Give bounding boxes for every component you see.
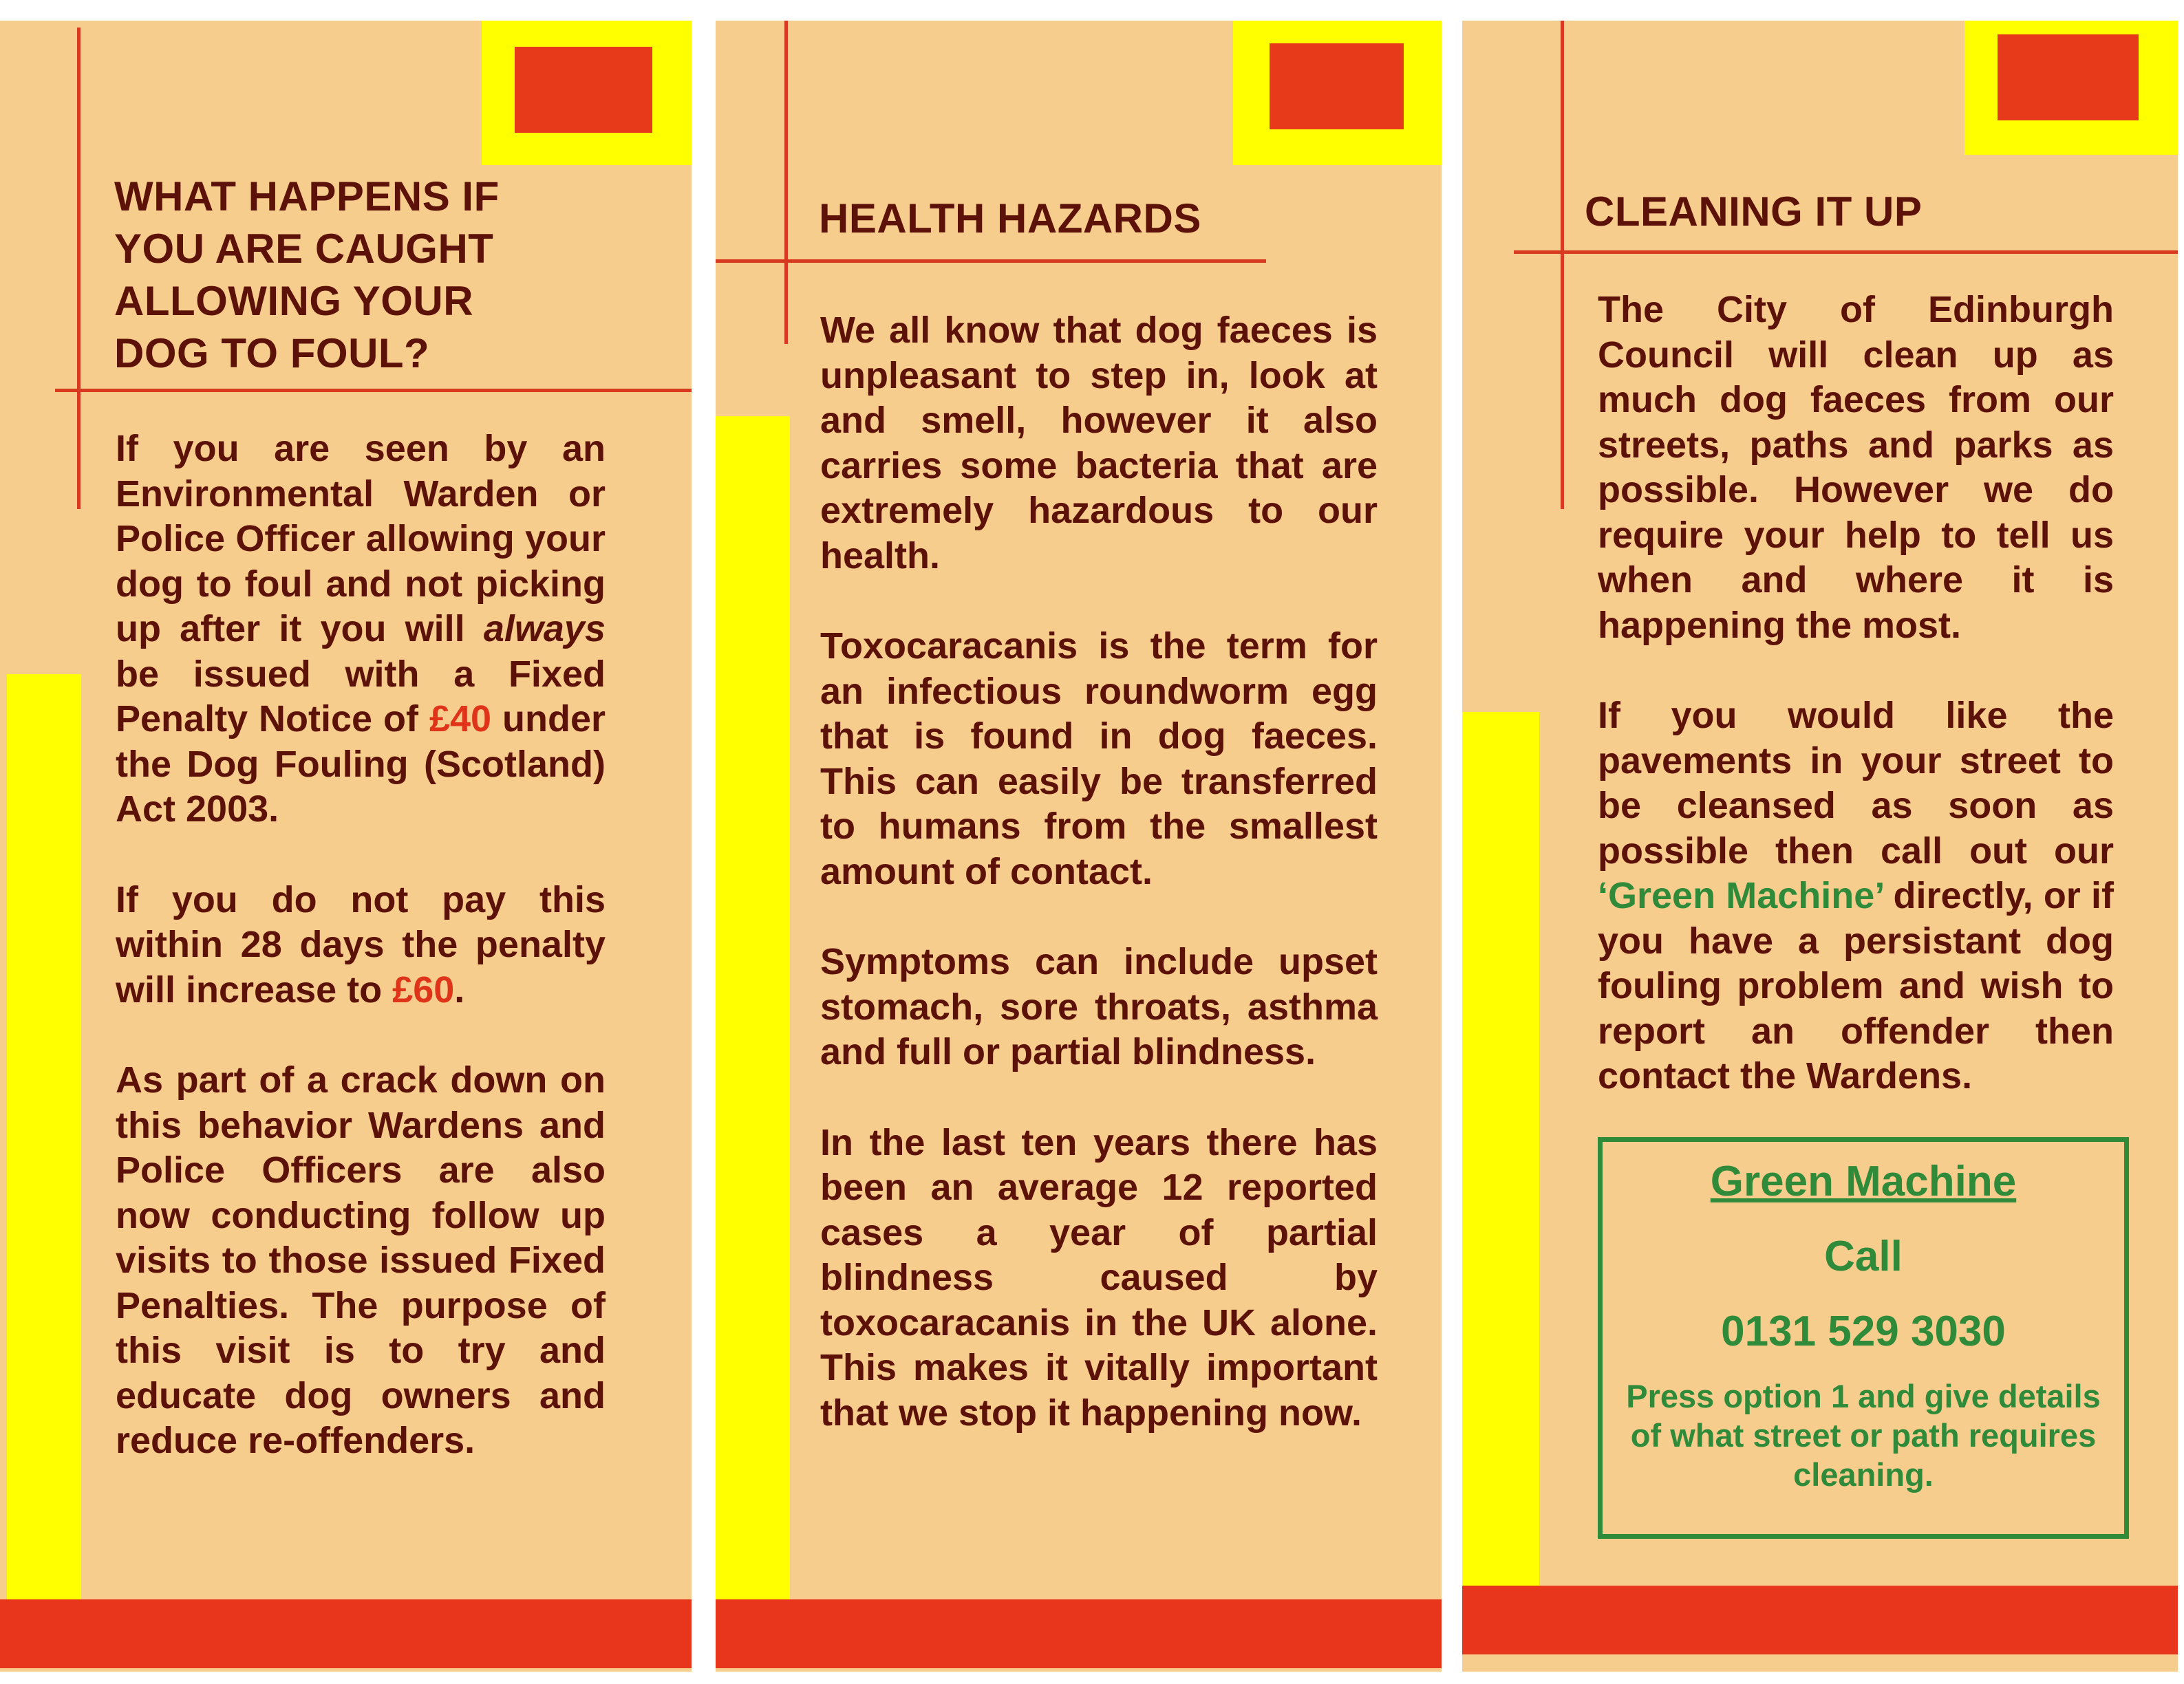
panel1-paragraph-2: If you do not pay this within 28 days the penalty will increase to £60. — [116, 878, 606, 1011]
corner-red-block — [1270, 43, 1404, 129]
panel1-paragraph-1: If you are seen by an Environmental Warden or Police Officer allowing your dog to foul and not picking up after it you will always be issued with a Fixed Penalty Notice of £40 under the Dog Fouling (Scotland) Act 2003. — [116, 428, 606, 830]
vertical-rule — [784, 21, 788, 344]
bottom-red-band — [716, 1599, 1442, 1668]
panel1-body — [116, 427, 606, 1509]
green-machine-call-label: Call — [1824, 1233, 1903, 1280]
bottom-red-band — [0, 1599, 692, 1668]
panel3-paragraph-1: The City of Edinburgh Council will clean up as much dog faeces from our streets, paths and parks as possible. However we do require your help to tell us when and where it is happening the most. — [1598, 289, 2114, 646]
green-machine-instructions: Press option 1 and give details of what street or path requires cleaning. — [1626, 1378, 2101, 1493]
panel3-body — [1598, 288, 2114, 1145]
corner-red-block — [515, 47, 652, 133]
horizontal-rule — [1514, 250, 2178, 254]
green-machine-contact-box — [1598, 1137, 2129, 1539]
panel2-paragraph-2: Toxocaracanis is the term for an infectious roundworm egg that is found in dog faeces. This can easily be transferred to humans from the smallest amount of contact. — [820, 625, 1378, 892]
panel-cleaning-it-up — [1462, 21, 2178, 1672]
panel-dog-fouling-penalties — [0, 21, 692, 1672]
green-machine-title: Green Machine — [1710, 1158, 2017, 1205]
panel2-paragraph-4: In the last ten years there has been an average 12 reported cases a year of partial blindness caused by toxocaracanis in the UK alone. This makes it vitally important that we stop it happening now. — [820, 1121, 1378, 1434]
bottom-red-band — [1462, 1586, 2178, 1654]
panel2-body — [820, 308, 1378, 1481]
panel-health-hazards — [716, 21, 1442, 1672]
horizontal-rule — [716, 259, 1266, 263]
panel1-heading: WHAT HAPPENS IF YOU ARE CAUGHT ALLOWING YOUR DOG TO FOUL? — [114, 173, 500, 376]
corner-red-block — [1998, 34, 2139, 120]
side-yellow-strip — [7, 674, 81, 1617]
panel2-paragraph-3: Symptoms can include upset stomach, sore throats, asthma and full or partial blindness. — [820, 941, 1378, 1072]
vertical-rule — [1561, 21, 1564, 509]
panel2-paragraph-1: We all know that dog faeces is unpleasant to step in, look at and smell, however it also carries some bacteria that are extremely hazardous to our health. — [820, 310, 1378, 576]
vertical-rule — [77, 28, 81, 509]
panel3-paragraph-2: If you would like the pavements in your street to be cleansed as soon as possible then call out our ‘Green Machine’ directly, or if you have a persistant dog fouling problem and wish to report an offender then contact the Wardens. — [1598, 695, 2114, 1097]
side-yellow-strip — [1462, 712, 1539, 1593]
horizontal-rule — [55, 389, 692, 392]
panel2-heading: HEALTH HAZARDS — [819, 195, 1201, 241]
side-yellow-strip — [716, 416, 790, 1613]
panel3-heading: CLEANING IT UP — [1585, 188, 1923, 235]
green-machine-phone-number[interactable]: 0131 529 3030 — [1721, 1308, 2006, 1355]
panel1-paragraph-3: As part of a crack down on this behavior Wardens and Police Officers are also now conducting follow up visits to those issued Fixed Penalties. The purpose of this visit is to try and educate dog owners and reduce re-offenders. — [116, 1059, 606, 1461]
